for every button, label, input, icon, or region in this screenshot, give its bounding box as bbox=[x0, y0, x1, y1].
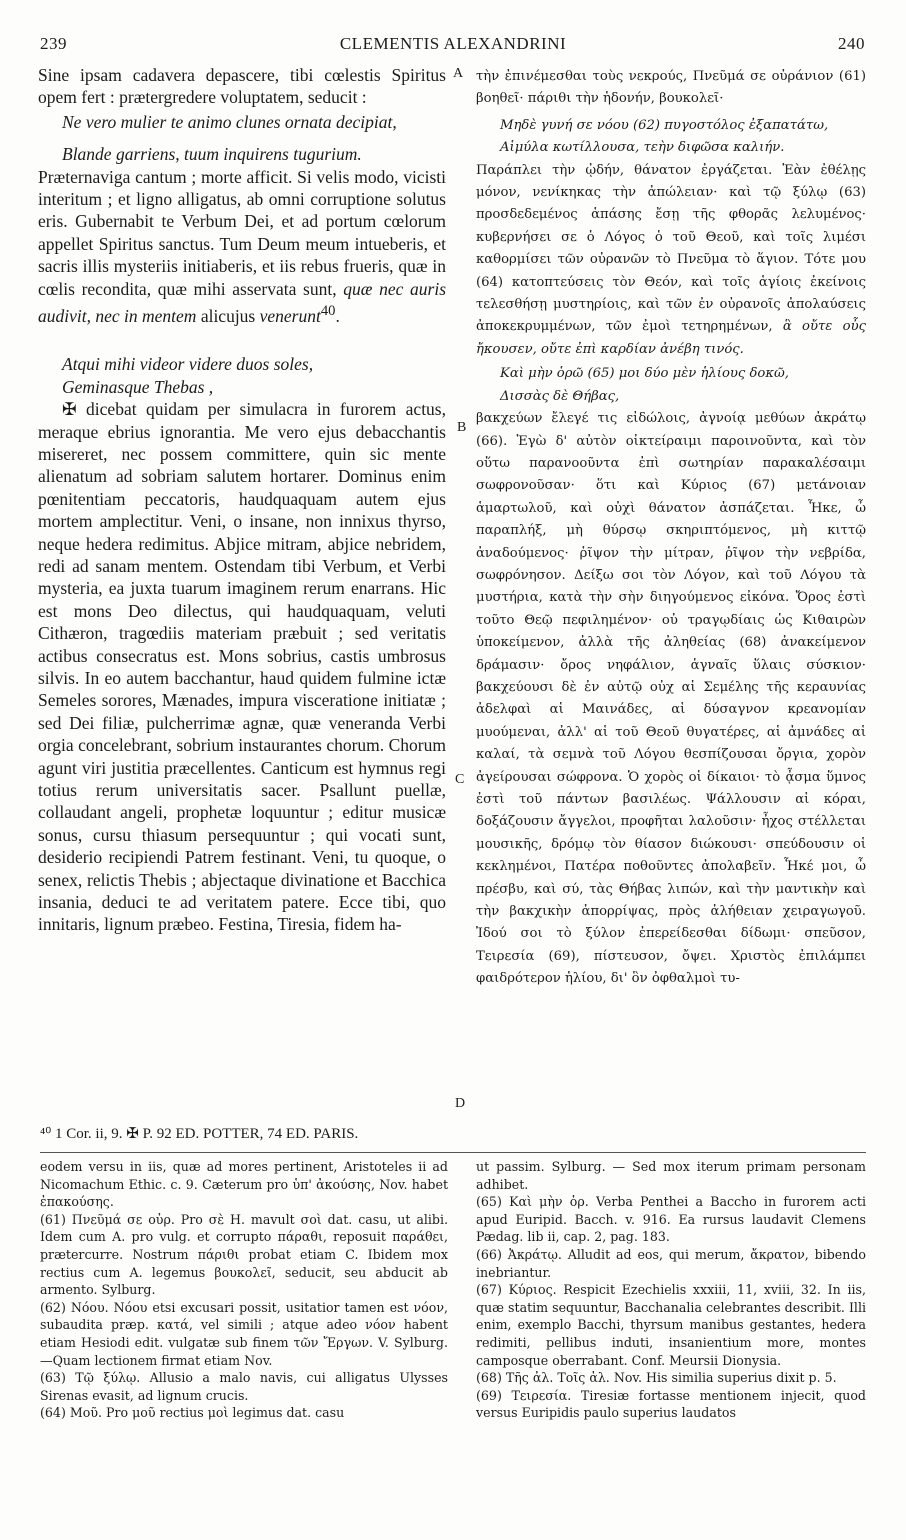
latin-paragraph-3-text: dicebat quidam per simulacra in furorem actus, meraque ebrius ignorantia. Me vero ejus debacchantis misereret, nec possem committere, quin sic mente alienatum ad sobriam salutem hortarer. Dominus enim pœnitentiam peccatoris, haudquaquam autem ejus mortem amplectitur. Veni, o insane, non innixus thyrso, neque hedera redimitus. Abjice mitram, abjice nebridem, redi ad sanam mentem. Ostendam tibi Verbum, et Verbi mysteria, ea juxta tuarum imaginem rerum enarrans. Hic est mons Deo dilectus, qui haudquaquam, veluti Cithæron, tragœdiis materiam præbuit ; sed veritatis actibus consecratus est. Mons sobrius, castis umbrosus silvis. In eo autem bacchantur, haud quidem fulmine ictæ Semeles sorores, Mænades, impura visceratione initiatæ ; sed Dei filiæ, pulcherrimæ agnæ, quæ veneranda Verbi orgia concelebrant, sobrium instaurantes chorum. Chorum agunt viri justitia præcellentes. Canticum est hymnus regi totius rerum universitatis sacer. Psallunt puellæ, collaudant angeli, prophetæ loquuntur ; editur musicæ sonus, cursu thiasum persequuntur ; qui vocati sunt, desiderio recipiendi Patrem festinant. Veni, tu quoque, o senex, relictis Thebis ; abjectaque divinatione et Bacchica insania, deduci te ad veritatem patere. Ecce tibi, quo innitaris, lignum præbeo. Festina, Tiresia, fidem ha- bbox=[38, 399, 446, 935]
note-right-0: ut passim. Sylburg. — Sed mox iterum primam personam adhibet. bbox=[476, 1159, 866, 1192]
scripture-quote-end: venerunt bbox=[259, 305, 321, 326]
latin-column bbox=[38, 64, 446, 936]
greek-column bbox=[476, 66, 866, 991]
note-right-65: (65) Καὶ μὴν ὁρ. Verba Penthei a Baccho in furorem acti apud Euripid. Bacch. v. 916. Ea rursus laudavit Clemens Pædag. lib ii, cap. 2, pag. 183. bbox=[476, 1194, 866, 1245]
latin-paragraph-2-end: alicujus bbox=[200, 305, 256, 326]
note-left-61: (61) Πνεῦμά σε οὐρ. Pro σὲ H. mavult σοὶ dat. casu, ut alibi. Idem cum A. pro vulg. et corrupto πάραθι, reposuit παράθει, prætercurre. Nostrum πάριθι probat etiam C. Ibidem mox rectius cum A. legemus βουκολεῖ, seducit, seu abducit ab armento. Sylburg. bbox=[40, 1211, 448, 1298]
note-left-62: (62) Νόου. Νόου etsi excusari possit, usitatior tamen est νόον, subaudita præp. κατά, vel simili ; atque adeo νόον habent etiam Hesiodi edit. vulgatæ sub finem τῶν Ἔργων. V. Sylburg.—Quam lectionem firmat etiam Nov. bbox=[40, 1299, 448, 1368]
note-left-64: (64) Μοῦ. Pro μοῦ rectius μοὶ legimus dat. casu bbox=[40, 1405, 345, 1421]
scripture-quote: quæ nec auris audivit, nec in mentem bbox=[38, 278, 447, 326]
note-right-69: (69) Τειρεσία. Tiresiæ fortasse mentionem injecit, quod versus Euripidis paulo superius laudatos bbox=[476, 1387, 866, 1421]
margin-letter-c: C bbox=[455, 772, 465, 787]
latin-paragraph-2-text: Præternaviga cantum ; morte afficit. Si velis modo, vicisti interitum ; et ligno alligatus, ab omni corruptione solutus eris. Gubernabit te Verbum Dei, et ad portum cœlorum appellet Spiritus sanctus. Tum Deum meum intueberis, et sacris illis mysteriis initiaberis, et iis rebus frueris, quæ in cœlis recondita, quæ mihi asservata sunt, bbox=[38, 166, 446, 299]
greek-paragraph-2-text: Παράπλει τὴν ᾠδήν, θάνατον ἐργάζεται. Ἐὰν ἐθέλῃς μόνον, νενίκηκας τὴν ἀπώλειαν· καὶ τῷ ξύλῳ (63) προσδεδεμένος ἁπάσης ἔσῃ τῆς φθορᾶς λελυμένος· κυβερνήσει σε ὁ Λόγος ὁ τοῦ Θεοῦ, καὶ τοῖς λιμέσι καθορμίσει τῶν οὐρανῶν τὸ Πνεῦμα τὸ ἅγιον. Τότε μου (64) κατοπτεύσεις τὸν Θεόν, καὶ τοῖς ἁγίοις ἐκείνοις τελεσθήσῃ μυστηρίοις, καὶ τῶν ἐν οὐρανοῖς ἀπολαύσεις ἀποκεκρυμμένων, τῶν ἐμοὶ τετηρημένων, bbox=[476, 162, 866, 335]
greek-paragraph-2 bbox=[476, 160, 866, 362]
notes-left-column bbox=[40, 1158, 448, 1422]
greek-verse-1a: Μηδὲ γυνή σε νόου (62) πυγοστόλος ἐξαπατάτω, bbox=[500, 117, 829, 133]
note-left-63: (63) Τῷ ξύλῳ. Allusio a malo navis, cui alligatus Ulysses Sirenas evasit, ad lignum crucis. bbox=[40, 1370, 448, 1403]
greek-verse-2b: Δισσὰς δὲ Θήβας, bbox=[500, 388, 620, 404]
greek-verse-1b: Αἱμύλα κωτίλλουσα, τεὴν διφῶσα καλιήν. bbox=[500, 140, 785, 156]
greek-paragraph-3: βακχεύων ἔλεγέ τις εἰδώλοις, ἀγνοίᾳ μεθύων ἀκράτῳ (66). Ἐγὼ δ' αὐτὸν οἰκτείραιμι παροινοῦντα, καὶ τὸν οὕτω παρανοοῦντα ἐπὶ σωτηρίαν παρακαλέσαιμι σωφρονοῦσαν· ὅτι καὶ Κύριος (67) μετάνοιαν ἁμαρτωλοῦ, καὶ οὐχὶ θάνατον ἀσπάζεται. Ἧκε, ὦ παραπλήξ, μὴ θύρσῳ σκηριπτόμενος, μὴ κιττῷ ἀναδούμενος· ῥῖψον τὴν μίτραν, ῥῖψον τὴν νεβρίδα, σωφρόνησον. Δείξω σοι τὸν Λόγον, καὶ τοῦ Λόγου τὰ μυστήρια, κατὰ τὴν σὴν διηγούμενος εἰκόνα. Ὄρος ἐστὶ τοῦτο Θεῷ πεφιλημένον· οὐ τραγῳδίαις ὡς Κιθαιρὼν ὑποκείμενον, ἀλλὰ τῆς ἀληθείας (68) ἀνακείμενον δράμασιν· ὄρος νηφάλιον, ἁγναῖς ὕλαις σύσκιον· βακχεύουσι δὲ ἐν αὐτῷ οὐχ αἱ Σεμέλης τῆς κεραυνίας ἀδελφαὶ αἱ Μαινάδες, αἱ δύσαγνον κρεανομίαν μυούμεναι, ἀλλ' αἱ τοῦ Θεοῦ θυγατέρες, αἱ ἀμνάδες αἱ καλαί, τὰ σεμνὰ τοῦ Λόγου θεσπίζουσαι ὄργια, χορὸν ἀγείρουσαι σώφρονα. Ὁ χορὸς οἱ δίκαιοι· τὸ ᾆσμα ὕμνος ἐστὶ τοῦ πάντων βασιλέως. Ψάλλουσιν αἱ κόραι, δοξάζουσιν ἄγγελοι, προφῆται λαλοῦσιν· ἦχος στέλλεται μουσικῆς, δρόμῳ τὸν θίασον διώκουσι· σπεύδουσιν οἱ κεκλημένοι, Πατέρα ποθοῦντες ἀπολαβεῖν. Ἧκέ μοι, ὦ πρέσβυ, καὶ σύ, τὰς Θήβας λιπών, καὶ τὴν μαντικὴν καὶ τὴν βακχικὴν ἀπορρίψας, πρὸς ἀλήθειαν χειραγωγοῦ. Ἰδού σοι τὸ ξύλον ἐπερείδεσθαι δίδωμι· σπεῦσον, Τειρεσία (69), πίστευσον, ὄψει. Χριστὸς ἐπιλάμπει φαιδρότερον ἡλίου, δι' ὃν ὀφθαλμοὶ τυ- bbox=[476, 411, 866, 987]
latin-paragraph-1: Sine ipsam cadavera depascere, tibi cœlestis Spiritus opem fert : prætergredere voluptatem, seducit : bbox=[38, 65, 446, 108]
latin-paragraph-3 bbox=[38, 398, 446, 936]
greek-paragraph-1: τὴν ἐπινέμεσθαι τοὺς νεκρούς, Πνεῦμά σε οὐράνιον (61) βοηθεῖ· πάριθι τὴν ἡδονήν, βουκολεῖ· bbox=[476, 69, 866, 107]
page-number-right: 240 bbox=[838, 34, 865, 53]
margin-letter-b: B bbox=[457, 420, 467, 435]
latin-verse-1b: Blande garriens, tuum inquirens tugurium. bbox=[62, 144, 362, 165]
note-right-68: (68) Τῆς ἀλ. Τοῖς ἀλ. Nov. His similia superius dixit p. 5. bbox=[476, 1370, 837, 1386]
latin-verse-2a: Atqui mihi videor videre duos soles, bbox=[62, 354, 314, 375]
latin-verse-1a: Ne vero mulier te animo clunes ornata decipiat, bbox=[62, 111, 397, 132]
running-title: CLEMENTIS ALEXANDRINI bbox=[339, 34, 567, 53]
note-right-66: (66) Ἀκράτῳ. Alludit ad eos, qui merum, ἄκρατον, bibendo inebriantur. bbox=[476, 1246, 866, 1280]
latin-verse-2b: Geminasque Thebas , bbox=[62, 376, 214, 397]
footnote-line: ⁴⁰ 1 Cor. ii, 9. ✠ P. 92 ED. POTTER, 74 ED. PARIS. bbox=[40, 1126, 359, 1142]
greek-scripture-quote: ἃ οὔτε οὖς ἤκουσεν, οὔτε ἐπὶ καρδίαν ἀνέβη τινός. bbox=[476, 319, 866, 357]
latin-paragraph-2: Præternaviga cantum ; morte afficit. Si velis modo, vicisti interitum ; et ligno alligatus, ab omni corruptione solutus eris. Gubernabit te Verbum Dei, et ad portum cœlorum appellet Spiritus sanctus. Tum Deum meum intueberis, et sacris illis mysteriis initiaberis, et iis rebus frueris, quæ in cœlis recondita, quæ mihi asservata sunt, quæ nec auris audivit, nec in mentem alicujus venerunt$^{40}$. bbox=[38, 166, 447, 326]
page-number-left: 239 bbox=[40, 34, 67, 53]
notes-divider bbox=[40, 1152, 866, 1153]
margin-letter-d: D bbox=[455, 1096, 466, 1111]
note-left-0: eodem versu in iis, quæ ad mores pertinent, Aristoteles ii ad Nicomachum Ethic. c. 9. Cæterum pro ὑπ' ἀκούσης, Nov. habet ἐπακούσης. bbox=[40, 1159, 448, 1210]
potter-mark: ✠ bbox=[62, 399, 77, 420]
margin-letter-a: A bbox=[453, 66, 464, 81]
footnote-ref-40: 40 bbox=[320, 303, 336, 320]
note-right-67: (67) Κύριος. Respicit Ezechielis xxxiii, 11, xviii, 32. In iis, quæ statim sequuntur, Bacchanalia celebrantes describit. Illi enim, exemplo Bacchi, thyrsum manibus gestantes, hedera redimiti, pellibus induti, insanientium more, montes camposque oberrabant. Conf. Meursii Dionysia. bbox=[476, 1282, 866, 1368]
notes-right-column bbox=[476, 1158, 866, 1422]
greek-verse-2a: Καὶ μὴν ὁρῶ (65) μοι δύο μὲν ἡλίους δοκῶ, bbox=[500, 366, 789, 382]
